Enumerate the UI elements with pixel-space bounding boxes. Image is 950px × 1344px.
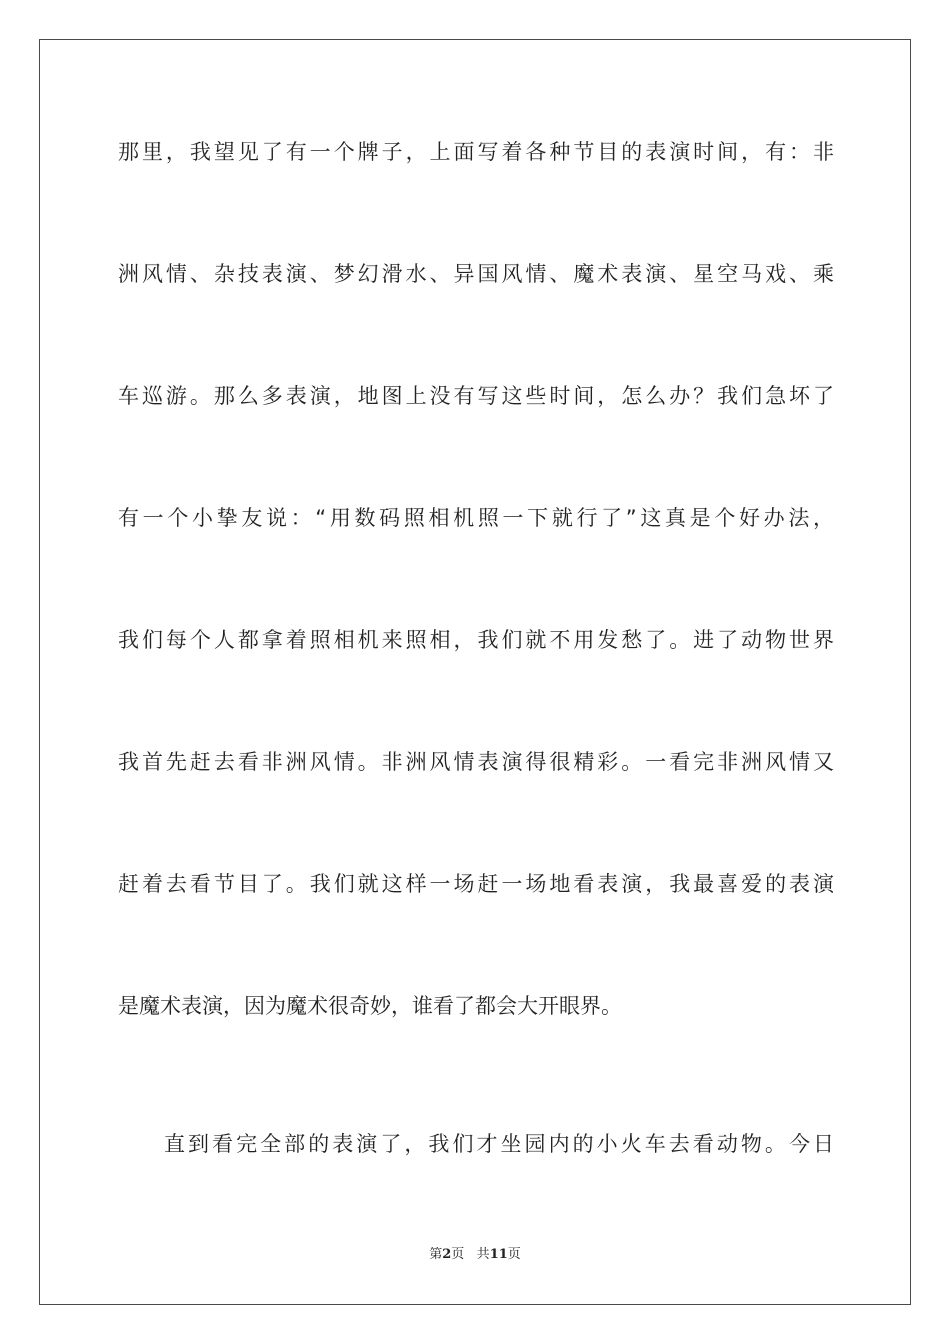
page-prefix: 第 [429, 1247, 443, 1262]
text-line-3: 车巡游。那么多表演，地图上没有写这些时间，怎么办？我们急坏了 [118, 384, 834, 408]
text-line-2: 洲风情、杂技表演、梦幻滑水、异国风情、魔术表演、星空马戏、乘 [118, 262, 834, 286]
total-suffix: 页 [507, 1247, 521, 1262]
text-line-4: 有一个小挚友说：“用数码照相机照一下就行了”这真是个好办法， [118, 506, 834, 530]
text-line-5: 我们每个人都拿着照相机来照相，我们就不用发愁了。进了动物世界 [118, 628, 834, 652]
total-prefix: 共 [476, 1247, 490, 1262]
text-line-6: 我首先赶去看非洲风情。非洲风情表演得很精彩。一看完非洲风情又 [118, 750, 834, 774]
text-line-7: 赶着去看节目了。我们就这样一场赶一场地看表演，我最喜爱的表演 [118, 872, 834, 896]
page-suffix: 页 [451, 1247, 465, 1262]
paragraph-first-line: 直到看完全部的表演了，我们才坐园内的小火车去看动物。今日 [164, 1132, 834, 1156]
text-line-1: 那里，我望见了有一个牌子，上面写着各种节目的表演时间，有：非 [118, 140, 834, 164]
text-line-8: 是魔术表演，因为魔术很奇妙，谁看了都会大开眼界。 [118, 994, 622, 1018]
page-number: 2 [442, 1247, 452, 1262]
page-footer [0, 1246, 950, 1264]
page-border [39, 39, 911, 1305]
total-pages: 11 [489, 1247, 508, 1262]
